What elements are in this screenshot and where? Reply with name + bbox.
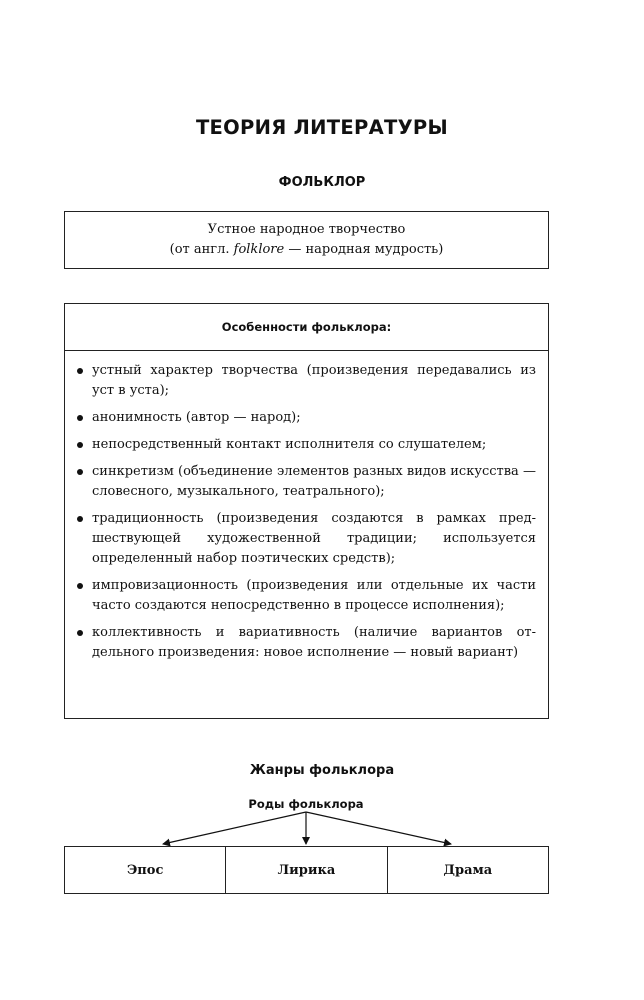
bullet-icon: [77, 442, 83, 448]
page-title: ТЕОРИЯ ЛИТЕРАТУРЫ: [195, 116, 449, 139]
arrow-to-epos: [163, 812, 306, 844]
section-title: ФОЛЬКЛОР: [278, 175, 366, 190]
feature-item: [77, 623, 536, 663]
kinds-arrows: [0, 810, 644, 850]
bullet-icon: [77, 516, 83, 522]
feature-item: [77, 361, 536, 401]
definition-line-2: [65, 240, 548, 260]
features-list: [65, 351, 548, 663]
definition-term: folklore: [233, 242, 285, 257]
bullet-icon: [77, 368, 83, 374]
feature-item: [77, 462, 536, 502]
bullet-icon: [77, 469, 83, 475]
feature-text: традиционность (произведения создаются в рамках предшествующей художественной традиции; используется определенный набор поэтических средств);: [92, 511, 536, 566]
features-heading: Особенности фольклора:: [65, 304, 548, 351]
genres-title: Жанры фольклора: [249, 763, 395, 778]
bullet-icon: [77, 415, 83, 421]
kinds-table: [64, 846, 549, 894]
feature-text: устный характер творчества (произведения передавались из уст в уста);: [92, 363, 536, 398]
kinds-label: Роды фольклора: [248, 797, 364, 811]
definition-line-1: Устное народное творчество: [207, 222, 406, 237]
kind-cell-drama: Драма: [443, 862, 493, 878]
definition-suffix: — народная мудрость): [284, 242, 444, 257]
kind-cell-lyrics: Лирика: [226, 847, 387, 893]
kind-cell-epos: Эпос: [65, 847, 226, 893]
definition-box: [64, 211, 549, 269]
feature-item: [77, 576, 536, 616]
definition-prefix: (от англ.: [169, 242, 234, 257]
features-box: [64, 303, 549, 719]
feature-item: [77, 435, 536, 455]
arrow-to-drama: [306, 812, 451, 844]
feature-text: синкретизм (объединение элементов разных видов искусства — словесного, музыкального, театрального);: [92, 464, 536, 499]
feature-item: [77, 408, 536, 428]
feature-text: непосредственный контакт исполнителя со слушателем;: [92, 437, 487, 452]
feature-text: коллективность и вариативность (наличие вариантов отдельного произведения: новое исполнение — новый вариант): [92, 625, 536, 660]
bullet-icon: [77, 583, 83, 589]
feature-text: анонимность (автор — народ);: [92, 410, 301, 425]
bullet-icon: [77, 630, 83, 636]
feature-item: [77, 509, 536, 569]
feature-text: импровизационность (произведения или отдельные их части часто создаются непосредственно в процессе исполнения);: [92, 578, 536, 613]
